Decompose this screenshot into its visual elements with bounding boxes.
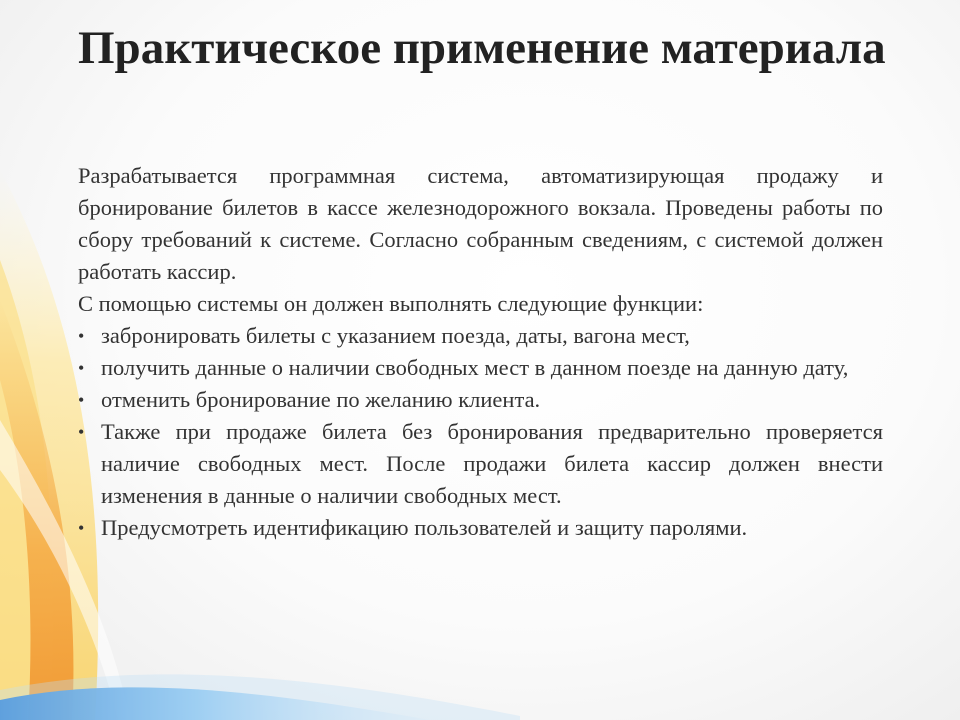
functions-lead-paragraph: С помощью системы он должен выполнять следующие функции: xyxy=(78,291,704,316)
list-item-text: отменить бронирование по желанию клиента. xyxy=(101,387,541,412)
list-item xyxy=(78,352,883,384)
bullet-dot-icon: • xyxy=(78,358,85,378)
list-item xyxy=(78,512,883,544)
functions-list xyxy=(78,320,883,544)
slide-title: Практическое применение материала xyxy=(78,22,886,74)
list-item-text: Также при продаже билета без бронирования предварительно проверяется наличие свободных мест. После продажи билета кассир должен внести изменения в данные о наличии свободных мест. xyxy=(101,419,883,508)
list-item xyxy=(78,416,883,512)
slide-content xyxy=(78,160,883,544)
bullet-dot-icon: • xyxy=(78,326,85,346)
bullet-dot-icon: • xyxy=(78,518,85,538)
list-item-text: получить данные о наличии свободных мест в данном поезде на данную дату, xyxy=(101,355,849,380)
bullet-dot-icon: • xyxy=(78,422,85,442)
list-item xyxy=(78,384,883,416)
bullet-dot-icon: • xyxy=(78,390,85,410)
list-item xyxy=(78,320,883,352)
list-item-text: Предусмотреть идентификацию пользователей и защиту паролями. xyxy=(101,515,748,540)
list-item-text: забронировать билеты с указанием поезда, даты, вагона мест, xyxy=(101,323,690,348)
intro-paragraph: Разрабатывается программная система, автоматизирующая продажу и бронирование билетов в кассе железнодорожного вокзала. Проведены работы по сбору требований к системе. Согласно собранным сведениям, с системой должен работать кассир. xyxy=(78,163,883,284)
blue-wave-light xyxy=(0,674,520,720)
